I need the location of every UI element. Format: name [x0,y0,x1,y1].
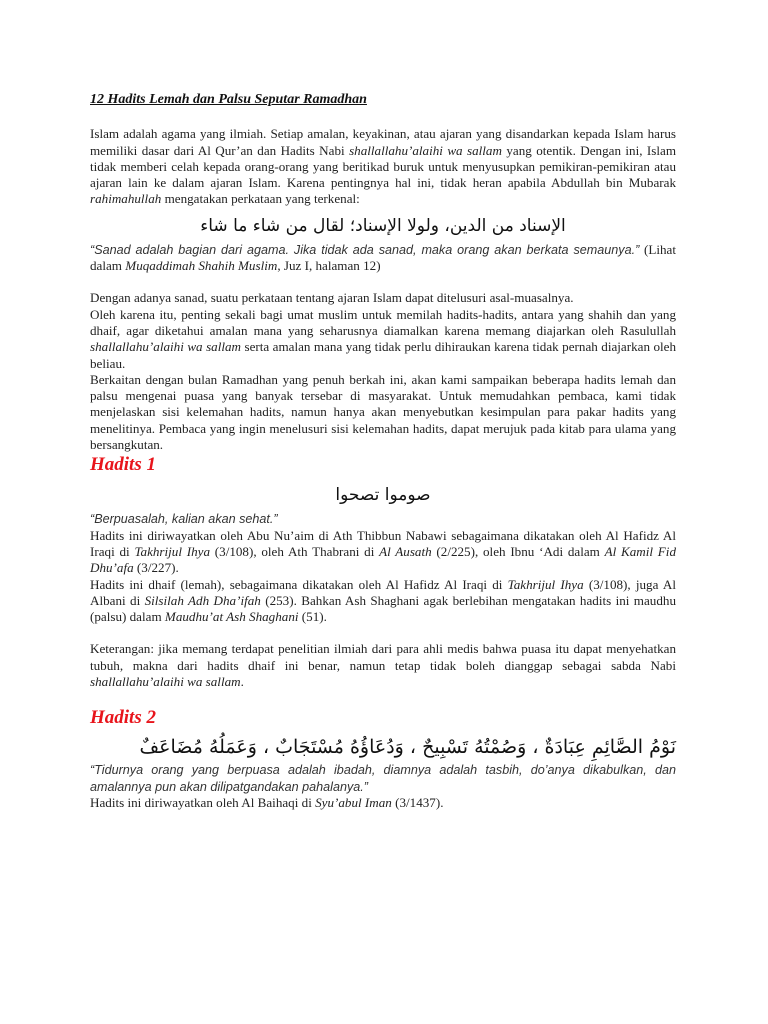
hadits-2-translation [90,762,676,795]
sanad-translation [90,242,676,275]
hadits-1-quote: “Berpuasalah, kalian akan sehat.” [90,512,278,527]
citation-text: , Juz I, halaman 12) [277,258,381,274]
hadits-2-heading: Hadits 2 [90,707,156,729]
hadits-1-text: (51). [298,609,327,625]
hadits-1-text: (3/108), oleh Ath Thabrani di [210,543,380,559]
intro-rahimahullah: rahimahullah [90,191,162,207]
note-text: . [240,674,244,690]
hadits-1-note [90,641,676,690]
hadits-1-text: (3/108), juga Al Albani di [90,576,676,608]
document-title: 12 Hadits Lemah dan Palsu Seputar Ramadhan [90,92,367,107]
document-page [90,92,676,811]
hadits-1-text: (2/225), oleh Ibnu ‘Adi dalam [431,543,605,559]
intro-paragraph-3 [90,307,676,372]
sanad-quote: “Sanad adalah bagian dari agama. Jika tidak ada sanad, maka orang akan berkata semaunya.” [90,242,640,257]
intro-text: Oleh karena itu, penting sekali bagi umat muslim untuk memilah hadits-hadits, antara yang shahih dan yang dhaif, agar diketahui amalan mana yang seharusnya diamalkan karena memang diajarkan oleh Rasulullah [90,306,676,338]
intro-text: serta amalan mana yang tidak perlu dihiraukan karena tidak pernah diajarkan oleh beliau. [90,339,677,371]
intro-text: yang otentik. Dengan ini, Islam tidak memberi celah kepada orang-orang yang beritikad buruk untuk menyusupkan pemikiran-pemikiran atau ajaran lain ke dalam ajaran Islam. Karena pentingnya hal ini, tidak heran apabila Abdullah bin Mubarak [90,142,677,191]
hadits-1-paragraph-2 [90,577,676,626]
note-salawat: shallallahu’alaihi wa sallam [90,674,241,690]
intro-paragraph-2: Dengan adanya sanad, suatu perkataan tentang ajaran Islam dapat ditelusuri asal-muasalnya. [90,290,574,306]
book-title: Takhrijul Ihya [507,576,584,592]
book-title: Silsilah Adh Dha’ifah [144,592,261,608]
note-text: Keterangan: jika memang terdapat penelitian ilmiah dari para ahli medis bahwa puasa itu dapat menyehatkan tubuh, makna dari hadits dhaif ini benar, namun tetap tidak boleh dianggap sebagai sabda Nabi [90,641,676,673]
hadits-1-heading: Hadits 1 [90,454,156,476]
book-title: Al Kamil Fid Dhu’afa [90,543,676,576]
hadits-2-text: Hadits ini diriwayatkan oleh Al Baihaqi di [90,794,316,810]
intro-text: Islam adalah agama yang ilmiah. Setiap amalan, keyakinan, atau ajaran yang disandarkan kepada Islam harus memiliki dasar dari Al Qur’an dan Hadits Nabi [90,126,676,158]
intro-salawat: shallallahu’alaihi wa sallam [90,339,241,355]
hadits-1-paragraph-1 [90,528,676,577]
citation-book: Muqaddimah Shahih Muslim [125,258,278,274]
book-title: Al Ausath [379,543,432,559]
hadits-1-arabic: صوموا تصحوا [335,485,431,506]
hadits-2-paragraph-1 [90,795,676,811]
hadits-2-quote: “Tidurnya orang yang berpuasa adalah ibadah, diamnya adalah tasbih, do’anya dikabulkan, dan amalannya pun akan dilipatgandakan pahalanya.” [90,763,676,794]
intro-text: mengatakan perkataan yang terkenal: [161,191,360,207]
book-title: Syu’abul Iman [315,794,392,810]
citation-text: (Lihat dalam [90,241,676,274]
hadits-1-text: (253). Bahkan Ash Shaghani agak berlebihan mengatakan hadits ini maudhu (palsu) dalam [90,592,676,625]
arabic-quote-sanad: الإسناد من الدين، ولولا الإسناد؛ لقال من شاء ما شاء [200,215,566,236]
hadits-2-arabic: نَوْمُ الصَّائِمِ عِبَادَةٌ ، وَصُمْتُهُ تَسْبِيحٌ ، وَدُعَاؤُهُ مُسْتَجَابٌ ، وَعَمَلُهُ مُضَاعَفٌ [139,736,676,759]
hadits-1-text: Hadits ini dhaif (lemah), sebagaimana dikatakan oleh Al Hafidz Al Iraqi di [90,576,508,592]
intro-paragraph-4: Berkaitan dengan bulan Ramadhan yang penuh berkah ini, akan kami sampaikan beberapa hadits lemah dan palsu mengenai puasa yang banyak tersebar di masyarakat. Untuk memudahkan pembaca, kami tidak menjelaskan sisi kelemahan hadits, namun hanya akan menyebutkan kesimpulan para pakar hadits yang menelitinya. Pembaca yang ingin menelusuri sisi kelemahan hadits, dapat merujuk pada kitab para ulama yang bersangkutan. [90,371,676,453]
intro-salawat: shallallahu’alaihi wa sallam [349,142,502,158]
hadits-1-translation [90,511,676,527]
book-title: Takhrijul Ihya [134,543,211,559]
hadits-1-text: Hadits ini diriwayatkan oleh Abu Nu’aim di Ath Thibbun Nabawi sebagaimana dikatakan oleh Al Hafidz Al Iraqi di [90,527,676,559]
hadits-1-text: (3/227). [133,560,179,576]
hadits-2-text: (3/1437). [391,794,444,810]
book-title: Maudhu’at Ash Shaghani [164,609,299,625]
intro-paragraph-1 [90,126,676,207]
